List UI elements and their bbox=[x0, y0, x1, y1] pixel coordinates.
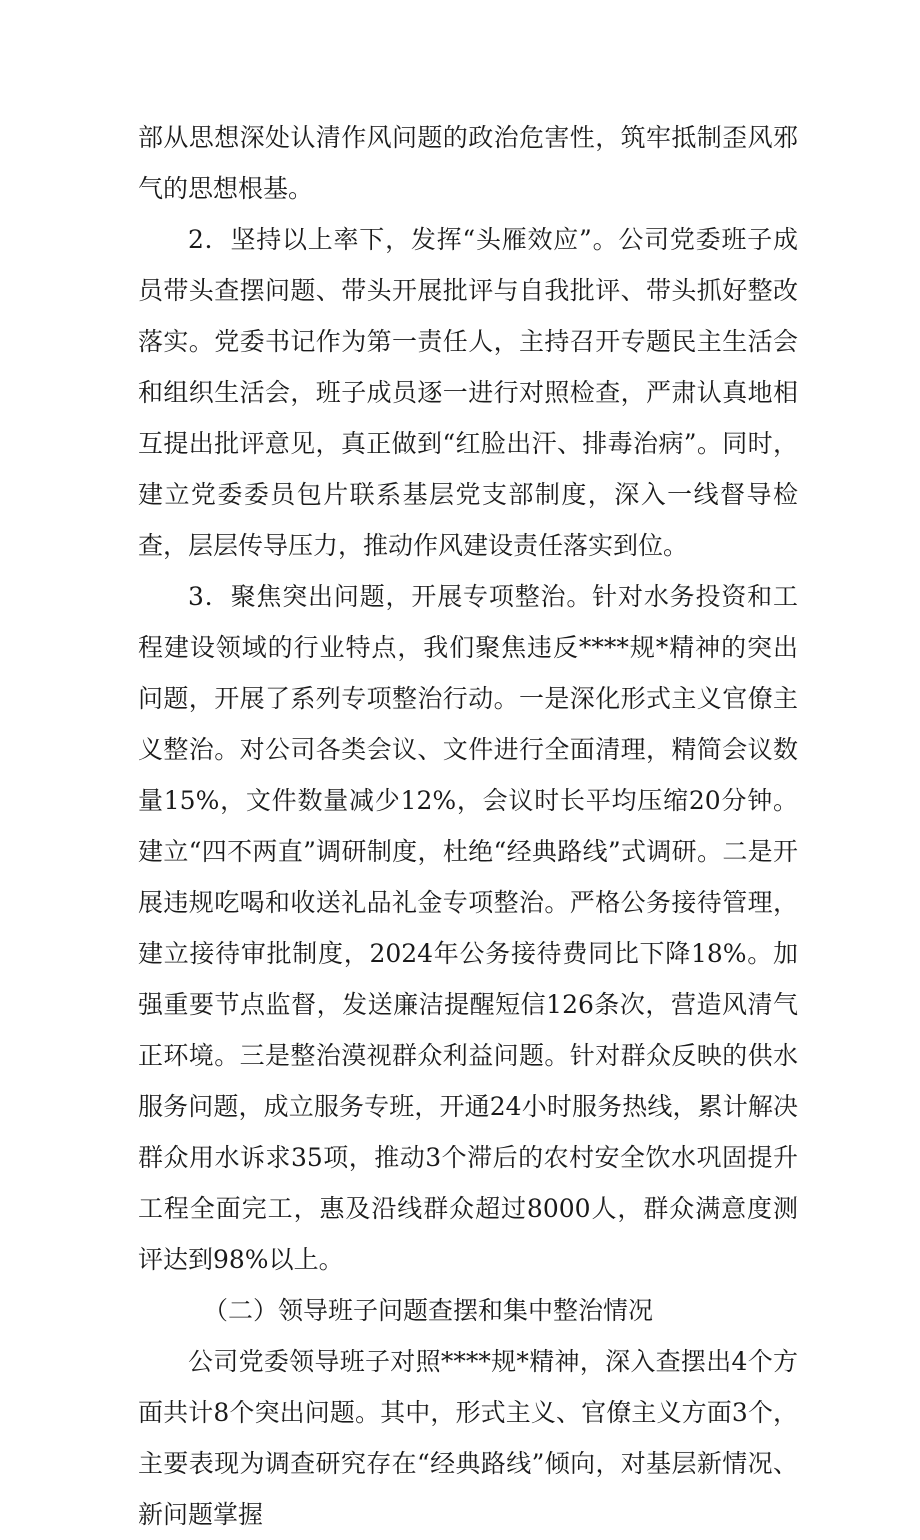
section-heading: （二）领导班子问题查摆和集中整治情况 bbox=[203, 1296, 654, 1325]
paragraph-continuation: 部从思想深处认清作风问题的政治危害性，筑牢抵制歪风邪气的思想根基。 bbox=[138, 123, 798, 203]
document-body bbox=[138, 112, 798, 1540]
paragraph-item-2: 2．坚持以上率下，发挥“头雁效应”。公司党委班子成员带头查摆问题、带头开展批评与自我批评、带头抓好整改落实。党委书记作为第一责任人，主持召开专题民主生活会和组织生活会，班子成员逐一进行对照检查，严肃认真地相互提出批评意见，真正做到“红脸出汗、排毒治病”。同时，建立党委委员包片联系基层党支部制度，深入一线督导检查，层层传导压力，推动作风建设责任落实到位。 bbox=[138, 225, 798, 560]
paragraph-section-body: 公司党委领导班子对照****规*精神，深入查摆出4个方面共计8个突出问题。其中，形式主义、官僚主义方面3个，主要表现为调查研究存在“经典路线”倾向，对基层新情况、新问题掌握 bbox=[138, 1347, 798, 1529]
paragraph-item-3: 3．聚焦突出问题，开展专项整治。针对水务投资和工程建设领域的行业特点，我们聚焦违反****规*精神的突出问题，开展了系列专项整治行动。一是深化形式主义官僚主义整治。对公司各类会议、文件进行全面清理，精简会议数量15%，文件数量减少12%，会议时长平均压缩20分钟。建立“四不两直”调研制度，杜绝“经典路线”式调研。二是开展违规吃喝和收送礼品礼金专项整治。严格公务接待管理，建立接待审批制度，2024年公务接待费同比下降18%。加强重要节点监督，发送廉洁提醒短信126条次，营造风清气正环境。三是整治漠视群众利益问题。针对群众反映的供水服务问题，成立服务专班，开通24小时服务热线，累计解决群众用水诉求35项，推动3个滞后的农村安全饮水巩固提升工程全面完工，惠及沿线群众超过8000人，群众满意度测评达到98%以上。 bbox=[138, 582, 798, 1274]
